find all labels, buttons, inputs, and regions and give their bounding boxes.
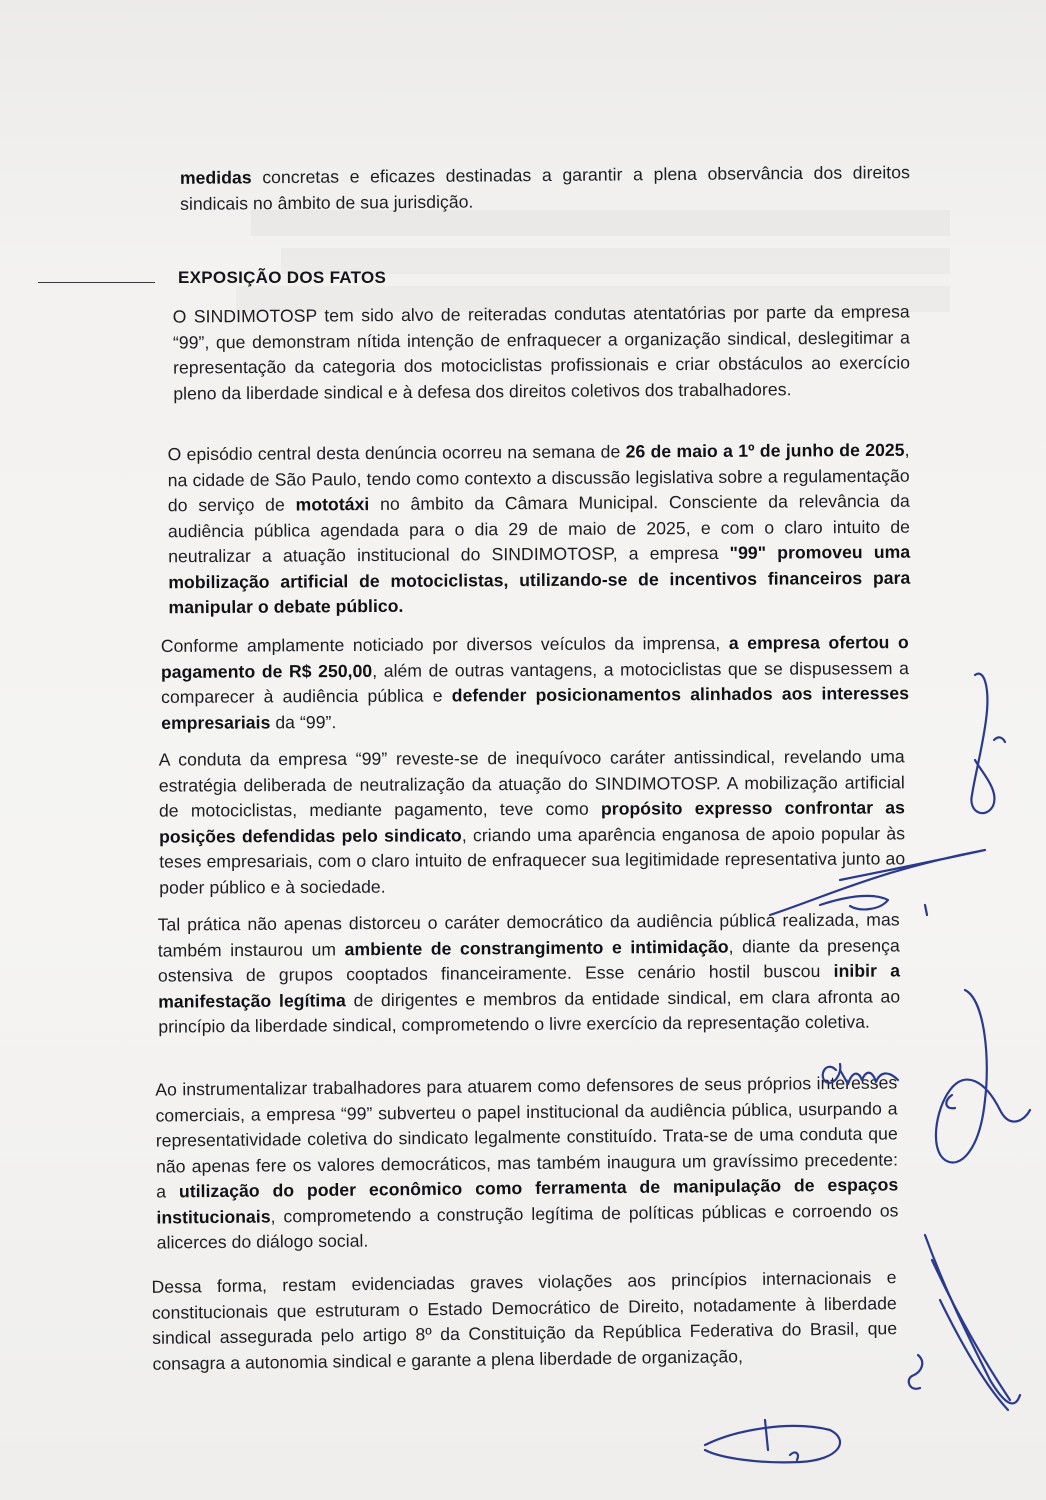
paragraph-7-text: Dessa forma, restam evidenciadas graves violações aos princípios internacionais e constitucionais que estruturam o Estado Democrático de Direito, notadamente à liberdade sindical assegurada pelo artigo 8º da Constituição da República Federativa do Brasil, que consagra a autonomia sindical e garante a plena liberdade de organização, — [151, 1267, 898, 1374]
intro-text: concretas e eficazes destinadas a garantir a plena observância dos direitos sindicais no âmbito de sua jurisdição. — [180, 162, 910, 214]
paragraph-3-text-2: , além de outras vantagens, a motociclistas que se dispusessem a comparecer à audiência pública e — [161, 657, 909, 707]
paragraph-5 — [158, 907, 901, 1040]
paragraph-4-text-1: A conduta da empresa “99” reveste-se de inequívoco caráter antissindical, revelando uma estratégia deliberada de neutralização da atuação do SINDIMOTOSP. A mobilização artificial de motociclistas, mediante pagamento, teve como — [158, 746, 905, 821]
paragraph-6 — [155, 1070, 899, 1256]
paragraph-5-text-1: Tal prática não apenas distorceu o caráter democrático da audiência pública realizada, mas também instaurou um — [157, 909, 900, 961]
paragraph-6-text-2: , comprometendo a construção legítima de políticas públicas e corroendo os alicerces do diálogo social. — [156, 1199, 899, 1253]
paragraph-2-bold-mototaxi: mototáxi — [295, 494, 370, 515]
paragraph-1-text: O SINDIMOTOSP tem sido alvo de reiteradas condutas atentatórias por parte da empresa “99”, que demonstram nítida intenção de enfraquecer a organização sindical, deslegitimar a representação da categoria dos motociclistas profissionais e criar obstáculos ao exercício pleno da liberdade sindical e à defesa dos direitos coletivos dos trabalhadores. — [172, 301, 911, 404]
paragraph-6-bold-economic-power: utilização do poder econômico como ferramenta de manipulação de espaços institucionais — [156, 1174, 899, 1228]
paragraph-4 — [159, 744, 906, 900]
paragraph-3-text-3: da “99”. — [270, 711, 337, 732]
paragraph-2-text-1: O episódio central desta denúncia ocorreu na semana de — [167, 441, 626, 465]
paragraph-3-bold-positions: defender posicionamentos alinhados aos interesses empresariais — [161, 683, 910, 733]
paragraph-7 — [151, 1265, 897, 1377]
paragraph-4-text-2: , criando uma aparência enganosa de apoio popular às teses empresariais, com o claro intuito de enfraquecer sua legitimidade representativa junto ao poder público e à sociedade. — [159, 822, 906, 898]
paragraph-3-text-1: Conforme amplamente noticiado por diversos veículos da imprensa, — [160, 632, 729, 656]
paragraph-2 — [167, 438, 910, 621]
section-heading: EXPOSIÇÃO DOS FATOS — [178, 268, 387, 287]
intro-paragraph — [180, 160, 910, 217]
paragraph-4-bold-purpose: propósito expresso confrontar as posições defendidas pelo sindicato — [159, 797, 905, 847]
paragraph-5-text-2: , diante da presença ostensiva de grupos cooptados financeiramente. Esse cenário hostil buscou — [157, 934, 900, 986]
paragraph-2-bold-mobilization: "99" promoveu uma mobilização artificial de motociclistas, utilizando-se de incentivos financeiros para manipular o debate público. — [168, 541, 911, 618]
paragraph-5-bold-inhibit: inibir a manifestação legítima — [158, 960, 901, 1012]
intro-bold: medidas — [179, 167, 252, 188]
paragraph-3 — [161, 630, 910, 736]
paragraph-2-bold-dates: 26 de maio a 1º de junho de 2025 — [625, 439, 905, 462]
paragraph-5-bold-environment: ambiente de constrangimento e intimidação — [344, 936, 729, 959]
paragraph-2-text-2: , na cidade de São Paulo, tendo como contexto a discussão legislativa sobre a regulamentação do serviço de — [167, 439, 910, 516]
paragraph-2-text-3: no âmbito da Câmara Municipal. Consciente da relevância da audiência pública agendada para o dia 29 de maio de 2025, e com o claro intuito de neutralizar a atuação institucional do SINDIMOTOSP, a empresa — [167, 490, 911, 567]
paragraph-5-text-3: de dirigentes e membros da entidade sindical, em clara afronta ao princípio da liberdade sindical, comprometendo o livre exercício da representação coletiva. — [158, 985, 901, 1037]
paragraph-3-bold-payment: a empresa ofertou o pagamento de R$ 250,00 — [160, 632, 909, 682]
paragraph-6-text-1: Ao instrumentalizar trabalhadores para atuarem como defensores de seus próprios interesses comerciais, a empresa “99” subverteu o papel institucional da audiência pública, usurpando a representatividade coletiva do sindicato legalmente constituído. Trata-se de uma conduta que não apenas fere os valores democráticos, mas também inaugura um gravíssimo precedente: a — [155, 1072, 899, 1202]
paragraph-1 — [173, 299, 911, 406]
